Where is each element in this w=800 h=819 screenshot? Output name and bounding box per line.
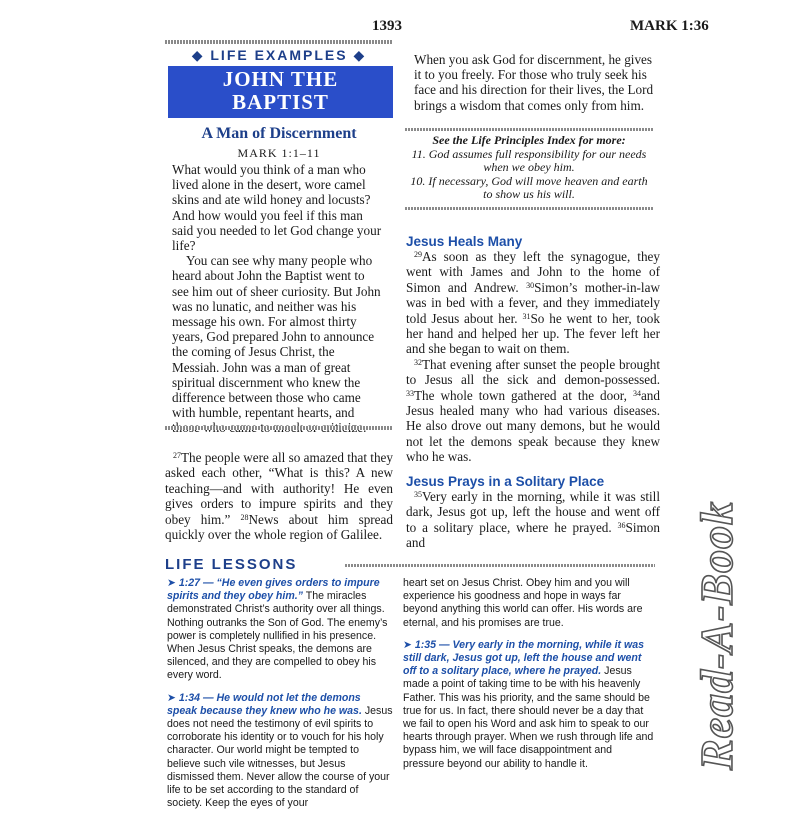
verse-number: 28: [240, 512, 249, 522]
verse-number: 31: [522, 311, 531, 321]
verse-number: 33: [406, 388, 414, 398]
life-examples-label: [165, 47, 393, 64]
verse-text: Very early in the morning, while it was still dark, Jesus got up, left the house and went off to a solitary place, where he prayed.: [406, 489, 660, 535]
divider: [405, 128, 653, 131]
life-lessons-column-1: [167, 577, 393, 819]
verse-number: 29: [414, 250, 422, 259]
verse-number: 27: [173, 451, 181, 460]
section-heading-heals: Jesus Heals Many: [406, 234, 523, 249]
paragraph: You can see why many people who heard about John the Baptist went to see him out of sheer curiosity. But John was no lunatic, and neither was his message his own. For almost thirty years, God prepared John to announce the coming of Jesus Christ, the Messiah. John was a man of great spiritual discernment who knew the difference between those who came with humble, repentant hearts, and: [172, 253, 381, 421]
life-example-reference: MARK 1:1–11: [237, 146, 321, 160]
lesson-reference: ➤ 1:27 — “He even gives orders to impure spirits and they obey him.”: [167, 577, 380, 603]
life-principles-box: [405, 134, 653, 202]
life-lesson-continued: heart set on Jesus Christ. Obey him and you will experience his goodness and hope in ways far beyond anything this world can offer. His words are eternal, and his promises are true.: [403, 577, 643, 629]
verse-text: The whole town gathered at the door,: [414, 387, 633, 403]
verse-number: 36: [617, 520, 626, 530]
name-line-1: JOHN THE: [222, 67, 339, 91]
lesson-text: Jesus made a point of taking time to be with his heavenly Father. This was his priority, and the same should be true for us. In fact, there should never be a day that we fail to open his Word and ask him to speak to our hearts through prayer. When we rush through life and bypass him, we will face disappointment and pressure beyond our ability to handle it.: [403, 665, 654, 770]
life-example-body: [172, 162, 384, 436]
lesson-reference: ➤ 1:34 — He would not let the demons speak because they knew who he was.: [167, 691, 362, 717]
life-principle-item: 11. God assumes full responsibility for our needs when we obey him.: [411, 146, 647, 175]
verse-text: and Jesus healed many who had various diseases. He also drove out many demons, but he would not let the demons speak because they knew who he was.: [406, 387, 660, 465]
verse-text: As soon as they left the synagogue, they went with James and John to the home of Simon and Andrew.: [406, 249, 660, 295]
paragraph: What would you think of a man who lived alone in the desert, wore camel skins and ate wild honey and locusts? And how would you feel if this man said you needed to let God change your life?: [172, 162, 382, 254]
life-principle-item: 10. If necessary, God will move heaven and earth to show us his will.: [410, 173, 648, 202]
life-lessons-column-2: [403, 577, 655, 780]
verse-text: Simon and: [406, 519, 660, 551]
divider: [165, 40, 393, 44]
scripture-amazed: [165, 450, 393, 542]
paragraph: [406, 357, 660, 465]
verse-number: 35: [414, 490, 422, 499]
section-heading-prays: Jesus Prays in a Solitary Place: [406, 474, 605, 489]
page-number: 1393: [372, 18, 402, 34]
diamond-icon: ◆: [347, 47, 367, 63]
life-lesson: [167, 692, 393, 811]
page-reference: MARK 1:36: [630, 18, 709, 34]
verse-text: So he went to her, took her hand and helped her up. The fever left her and she began to wait on them.: [406, 310, 660, 357]
verse-text: The people were all so amazed that they asked each other, “What is this? A new teaching—and with authority! He even gives orders to impure spirits and they obey him.”: [165, 450, 394, 527]
divider: [405, 207, 653, 210]
scripture-prays: [406, 489, 660, 551]
verse-text: Simon’s mother-in-law was in bed with a fever, and they immediately told Jesus about her.: [406, 279, 660, 326]
diamond-icon: ◆: [191, 47, 211, 63]
life-examples-text: LIFE EXAMPLES: [210, 47, 348, 63]
divider: [345, 564, 655, 567]
life-lesson: [403, 639, 655, 771]
life-example-conclusion: When you ask God for discernment, he gives it to you freely. For those who truly seek his face and his direction for their lives, the Lord brings a wisdom that comes only from him.: [414, 52, 654, 113]
life-lesson: [167, 577, 393, 683]
watermark: Read-A-Book: [691, 500, 742, 770]
lesson-reference: ➤ 1:35 — Very early in the morning, while it was still dark, Jesus got up, left the house and went off to a solitary place, where he prayed.: [403, 638, 645, 678]
verse-text: News about him spread quickly over the whole region of Galilee.: [165, 511, 393, 543]
life-principles-heading: See the Life Principles Index for more:: [432, 133, 626, 147]
divider: [165, 426, 393, 430]
verse-number: 32: [414, 357, 422, 367]
verse-number: 30: [526, 280, 535, 290]
life-example-subtitle: A Man of Discernment: [201, 125, 357, 142]
verse-number: 34: [632, 388, 641, 398]
life-lessons-label: LIFE LESSONS: [165, 556, 298, 573]
scripture-heals: [406, 249, 660, 465]
paragraph: [406, 249, 660, 357]
name-line-2: BAPTIST: [232, 90, 329, 114]
paragraph: [165, 450, 393, 542]
paragraph: [406, 489, 660, 551]
life-example-name: [168, 68, 393, 114]
lesson-text: Jesus does not need the testimony of evil spirits to corroborate his identity or to vouch for his holy character. Our world might be tempted to believe such vile witnesses, but Jesus dismissed them. Never allow the course of your life to be set according to the standard of society. Keep the eyes of your: [167, 704, 393, 810]
verse-text: That evening after sunset the people brought to Jesus all the sick and demon-possessed.: [406, 356, 660, 388]
lesson-text: The miracles demonstrated Christ’s authority over all things. Nothing outranks the Son of God. The enemy’s power is completely nullified in his presence. When Jesus Christ speaks, the demons are silenced, and they are compelled to obey his every word.: [167, 590, 388, 682]
